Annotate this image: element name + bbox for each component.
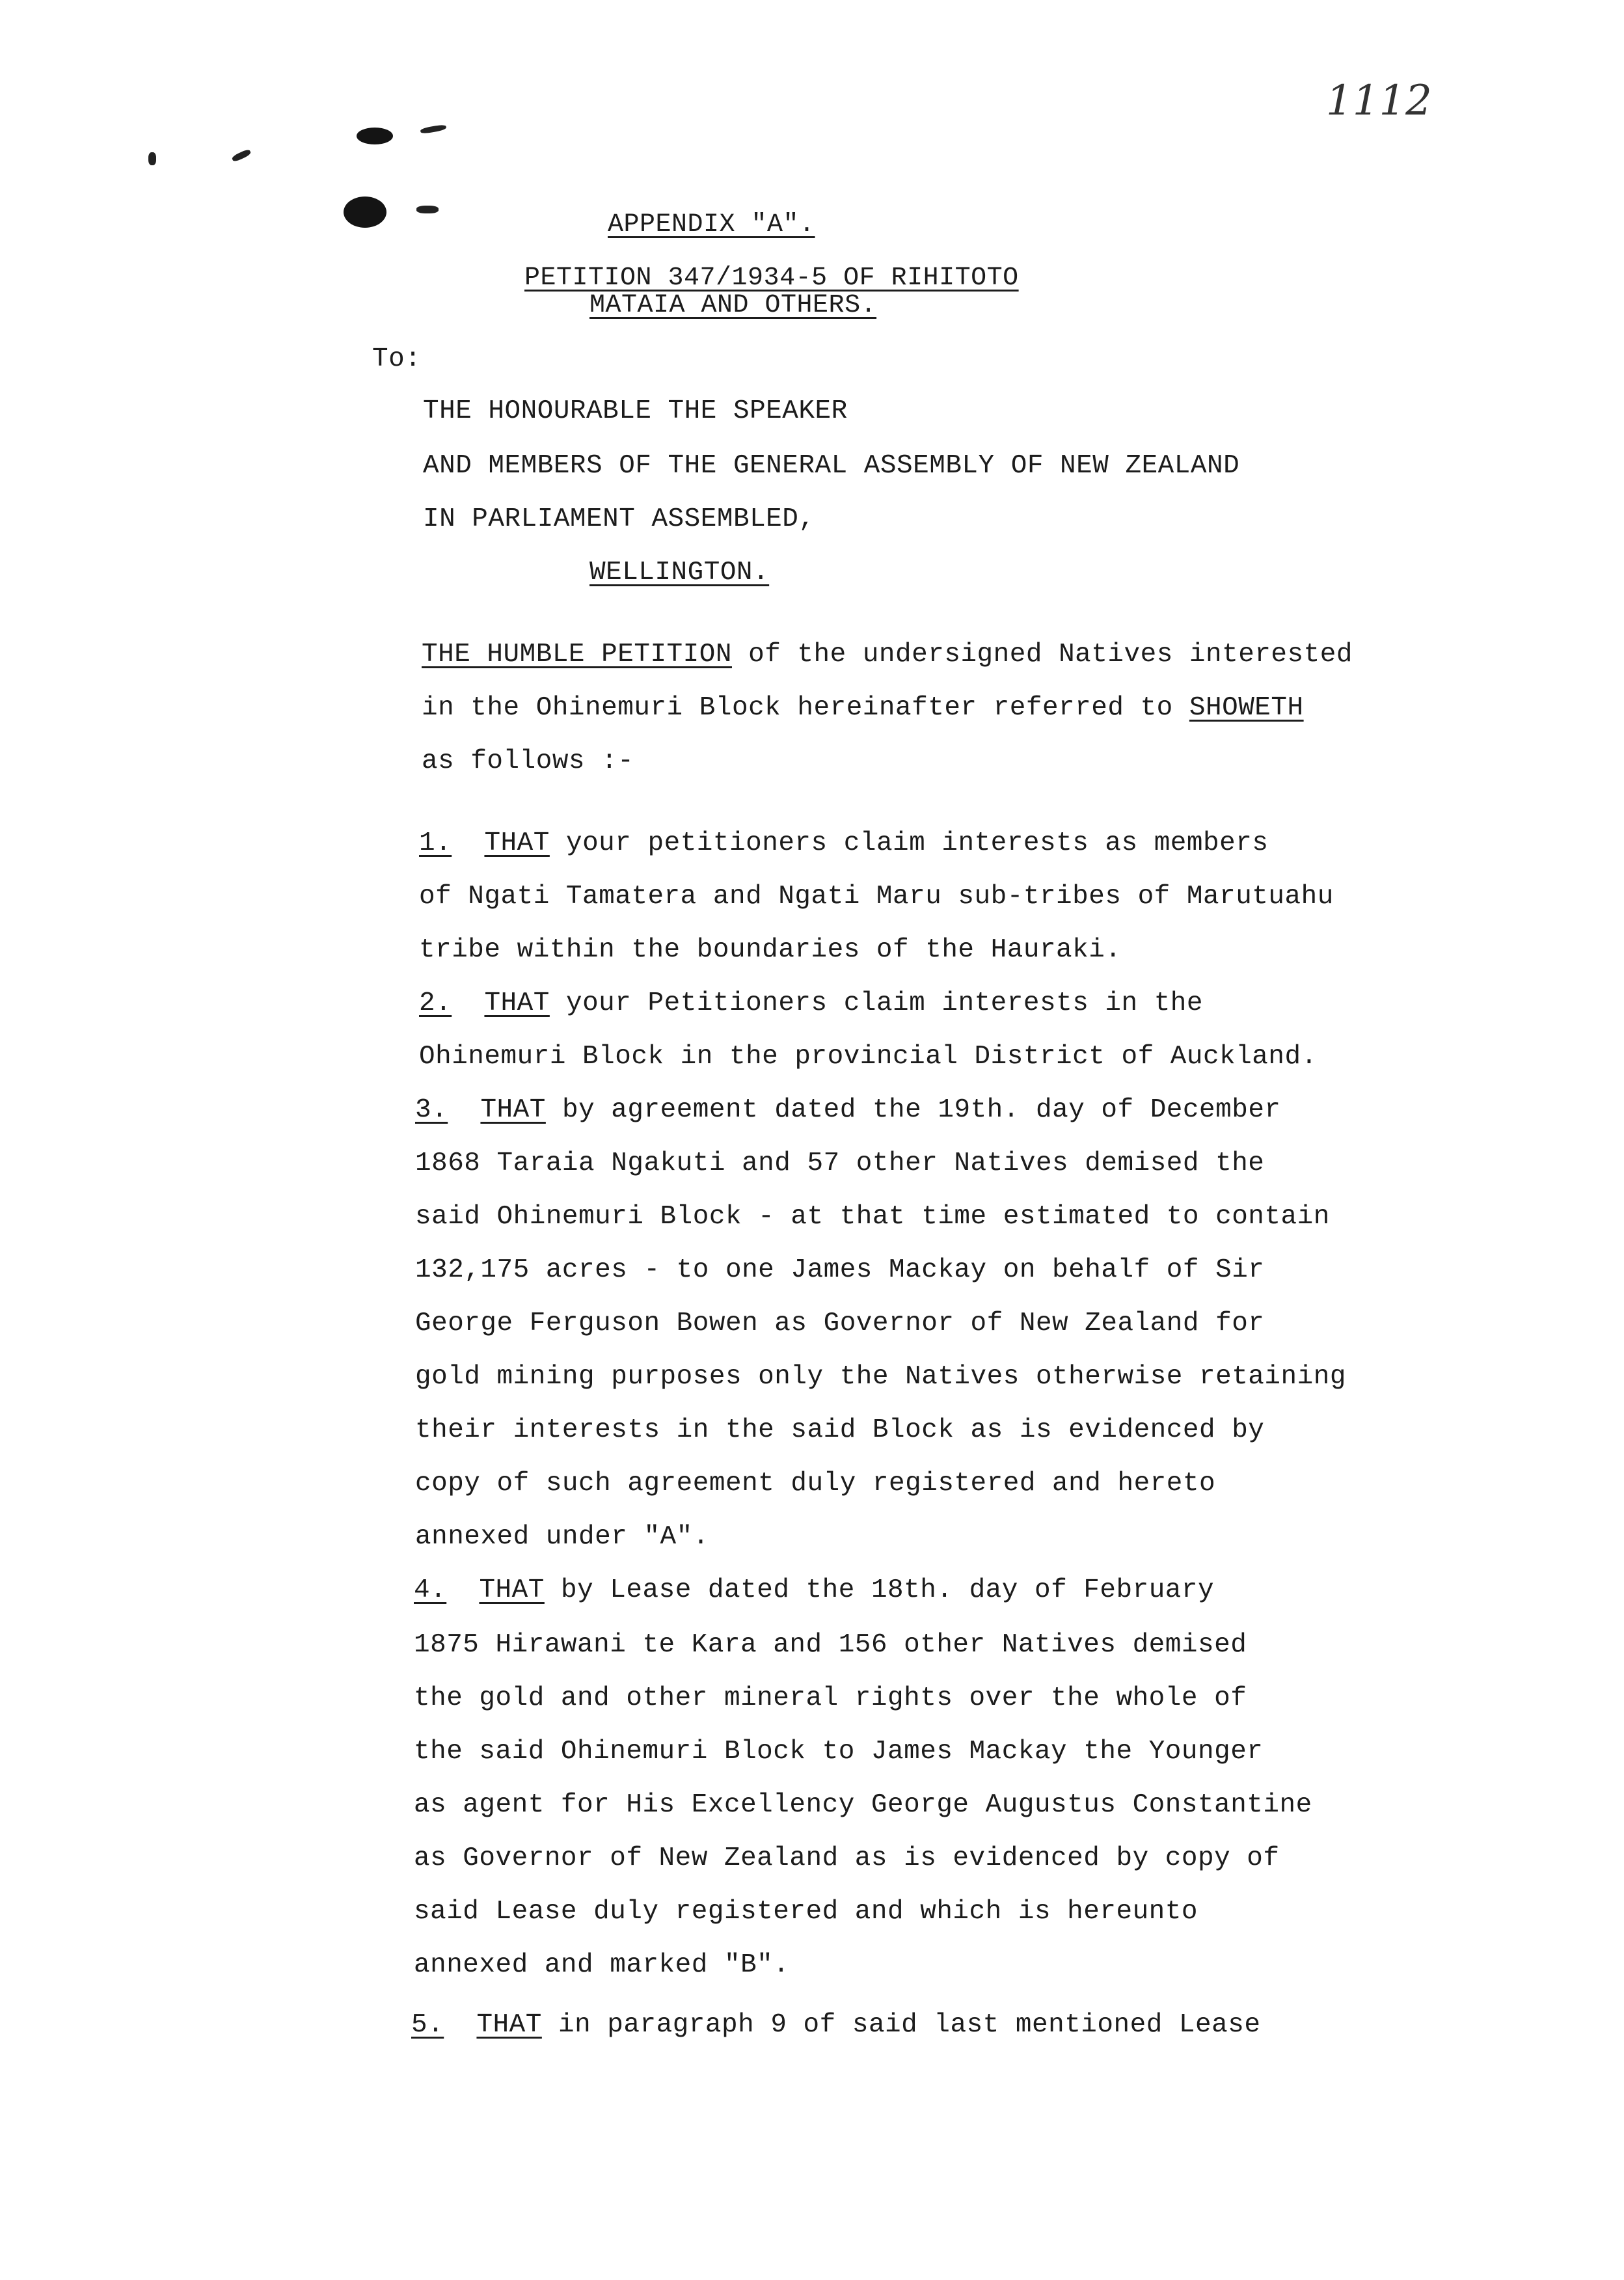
- address-line1: THE HONOURABLE THE SPEAKER: [423, 396, 848, 426]
- paragraph-3-line: their interests in the said Block as is evidenced by: [415, 1415, 1265, 1445]
- intro-line2: [422, 695, 1304, 722]
- paragraph-number: 1.: [419, 828, 452, 858]
- paragraph-4-line: 1875 Hirawani te Kara and 156 other Natives demised: [414, 1630, 1247, 1660]
- that-word: THAT: [480, 1095, 546, 1125]
- petition-heading-line2: MATAIA AND OTHERS.: [589, 291, 877, 320]
- address-to: To:: [372, 344, 422, 374]
- paragraph-5-first: [411, 2012, 1260, 2039]
- paragraph-1-line: tribe within the boundaries of the Hauraki.: [419, 935, 1122, 965]
- paragraph-3-line: 132,175 acres - to one James Mackay on behalf of Sir: [415, 1255, 1265, 1285]
- paragraph-4-first: [414, 1577, 1214, 1604]
- paragraph-text: your petitioners claim interests as members: [549, 828, 1269, 858]
- address-line4: WELLINGTON.: [589, 558, 770, 588]
- paragraph-4-line: the gold and other mineral rights over the whole of: [414, 1683, 1247, 1713]
- paragraph-3-line: annexed under "A".: [415, 1522, 709, 1552]
- paragraph-2-first: [419, 990, 1203, 1017]
- paragraph-number: 5.: [411, 2010, 444, 2040]
- paragraph-2-line: Ohinemuri Block in the provincial District of Auckland.: [419, 1042, 1318, 1072]
- paragraph-3-line: said Ohinemuri Block - at that time estimated to contain: [415, 1202, 1330, 1232]
- that-word: THAT: [484, 988, 550, 1018]
- intro-rest: of the undersigned Natives interested: [731, 640, 1353, 670]
- intro-line3: as follows :-: [422, 746, 634, 776]
- punch-hole-mark: [420, 124, 447, 135]
- paragraph-4-line: the said Ohinemuri Block to James Mackay the Younger: [414, 1737, 1264, 1767]
- appendix-heading: APPENDIX "A".: [608, 210, 815, 239]
- paragraph-1-first: [419, 830, 1268, 857]
- paragraph-3-line: copy of such agreement duly registered and hereto: [415, 1469, 1216, 1499]
- paragraph-number: 4.: [414, 1575, 447, 1605]
- paragraph-text: by agreement dated the 19th. day of December: [545, 1095, 1281, 1125]
- paragraph-4-line: said Lease duly registered and which is hereunto: [414, 1897, 1198, 1927]
- paragraph-3-line: gold mining purposes only the Natives otherwise retaining: [415, 1362, 1346, 1392]
- intro-lead: THE HUMBLE PETITION: [422, 640, 732, 670]
- paragraph-number: 2.: [419, 988, 452, 1018]
- petition-heading-line1: PETITION 347/1934-5 OF RIHITOTO: [524, 264, 1019, 293]
- that-word: THAT: [476, 2010, 542, 2040]
- that-word: THAT: [484, 828, 550, 858]
- paragraph-1-line: of Ngati Tamatera and Ngati Maru sub-tribes of Marutuahu: [419, 882, 1334, 912]
- punch-hole-mark: [231, 148, 251, 163]
- showeth: SHOWETH: [1189, 693, 1304, 723]
- paragraph-text: your Petitioners claim interests in the: [549, 988, 1204, 1018]
- punch-hole-mark: [344, 197, 386, 228]
- paragraph-3-first: [415, 1097, 1281, 1124]
- intro-line1: [422, 642, 1353, 668]
- paragraph-text: by Lease dated the 18th. day of February: [544, 1575, 1215, 1605]
- punch-hole-mark: [416, 206, 439, 213]
- paragraph-text: in paragraph 9 of said last mentioned Lease: [541, 2010, 1261, 2040]
- punch-hole-mark: [148, 152, 156, 165]
- paragraph-4-line: annexed and marked "B".: [414, 1950, 790, 1980]
- paragraph-4-line: as agent for His Excellency George Augustus Constantine: [414, 1790, 1312, 1820]
- that-word: THAT: [479, 1575, 545, 1605]
- paragraph-3-line: 1868 Taraia Ngakuti and 57 other Natives demised the: [415, 1148, 1265, 1178]
- paragraph-4-line: as Governor of New Zealand as is evidenced by copy of: [414, 1843, 1280, 1873]
- paragraph-3-line: George Ferguson Bowen as Governor of New Zealand for: [415, 1309, 1265, 1338]
- punch-hole-mark: [357, 128, 393, 144]
- intro-line2-text: in the Ohinemuri Block hereinafter referred to: [422, 693, 1189, 723]
- address-line3: IN PARLIAMENT ASSEMBLED,: [423, 504, 815, 534]
- address-line2: AND MEMBERS OF THE GENERAL ASSEMBLY OF NEW ZEALAND: [423, 451, 1240, 481]
- paragraph-number: 3.: [415, 1095, 448, 1125]
- page-number: 1112: [1326, 77, 1432, 125]
